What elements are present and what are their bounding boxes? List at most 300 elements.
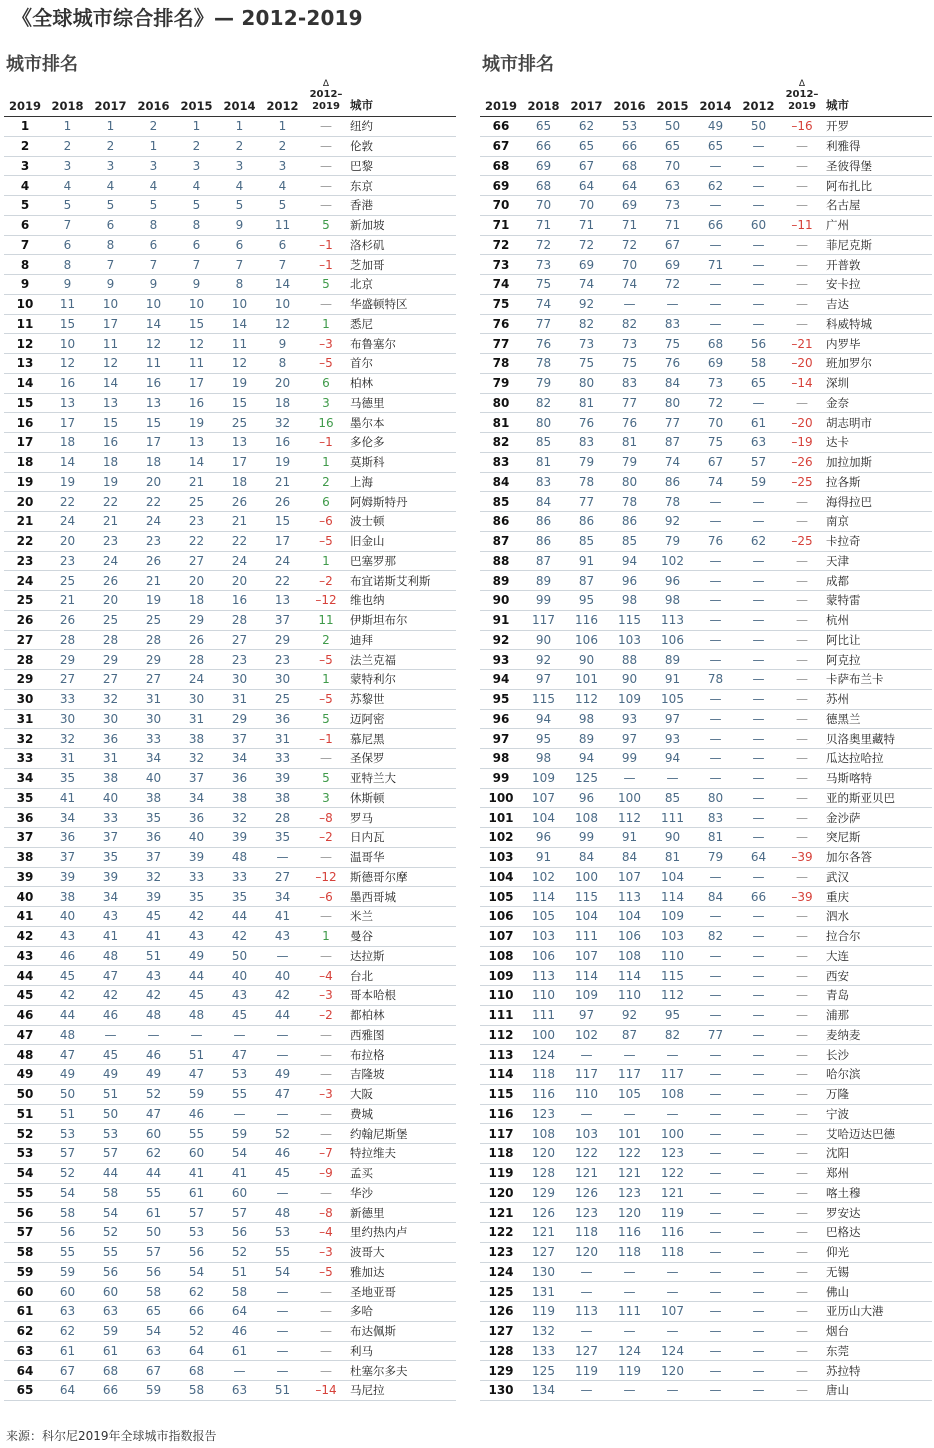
rank-2017: 3 xyxy=(89,156,132,176)
rank-2019: 64 xyxy=(4,1361,46,1381)
rank-2018: 41 xyxy=(46,788,89,808)
rank-2014: 66 xyxy=(694,215,737,235)
table-row xyxy=(4,966,456,986)
rank-change: –5 xyxy=(304,531,348,551)
rank-change: — xyxy=(780,867,824,887)
rank-2016: 4 xyxy=(132,176,175,196)
table-row xyxy=(480,215,932,235)
table-row xyxy=(4,1381,456,1401)
table-row xyxy=(480,1025,932,1045)
rank-2012: — xyxy=(737,709,780,729)
city-name: 哈尔滨 xyxy=(824,1065,932,1085)
rank-change: — xyxy=(304,117,348,137)
rank-2019: 116 xyxy=(480,1104,522,1124)
rank-2015: 28 xyxy=(175,650,218,670)
rank-2014: 55 xyxy=(218,1084,261,1104)
table-row xyxy=(480,788,932,808)
rank-2019: 126 xyxy=(480,1302,522,1322)
rank-2014: 71 xyxy=(694,255,737,275)
rank-2019: 109 xyxy=(480,966,522,986)
rank-2014: 36 xyxy=(218,768,261,788)
rank-change: — xyxy=(780,1282,824,1302)
rank-2018: 52 xyxy=(46,1163,89,1183)
rank-2016: 54 xyxy=(132,1321,175,1341)
city-name: 日内瓦 xyxy=(348,828,456,848)
rank-2019: 129 xyxy=(480,1361,522,1381)
rank-2014: — xyxy=(694,235,737,255)
rank-2017: 36 xyxy=(89,729,132,749)
rank-2014: 68 xyxy=(694,334,737,354)
rank-2014: — xyxy=(694,571,737,591)
rank-2018: 84 xyxy=(522,492,565,512)
rank-2017: 90 xyxy=(565,650,608,670)
rank-2015: — xyxy=(651,1045,694,1065)
rank-change: — xyxy=(780,650,824,670)
rank-2019: 91 xyxy=(480,610,522,630)
rank-2015: 7 xyxy=(175,255,218,275)
table-row xyxy=(480,630,932,650)
rank-2018: 87 xyxy=(522,551,565,571)
rank-2015: 14 xyxy=(175,452,218,472)
rank-2018: 50 xyxy=(46,1084,89,1104)
rank-change: –6 xyxy=(304,512,348,532)
rank-2019: 59 xyxy=(4,1262,46,1282)
rank-2018: 30 xyxy=(46,709,89,729)
table-row xyxy=(480,492,932,512)
rank-2019: 80 xyxy=(480,393,522,413)
rank-2012: 33 xyxy=(261,749,304,769)
rank-2015: 35 xyxy=(175,887,218,907)
rank-2018: 89 xyxy=(522,571,565,591)
rank-2014: 57 xyxy=(218,1203,261,1223)
city-name: 柏林 xyxy=(348,373,456,393)
rank-2018: 51 xyxy=(46,1104,89,1124)
rank-2019: 15 xyxy=(4,393,46,413)
rank-2014: — xyxy=(694,1183,737,1203)
table-row xyxy=(480,670,932,690)
rank-2012: — xyxy=(737,393,780,413)
rank-2015: 34 xyxy=(175,788,218,808)
rank-2017: 35 xyxy=(89,847,132,867)
city-name: 苏州 xyxy=(824,689,932,709)
rank-2012: — xyxy=(737,1065,780,1085)
table-row xyxy=(4,1183,456,1203)
rank-2012: — xyxy=(737,275,780,295)
city-name: 麦纳麦 xyxy=(824,1025,932,1045)
rank-2019: 21 xyxy=(4,512,46,532)
rank-change: –4 xyxy=(304,966,348,986)
rank-2018: 79 xyxy=(522,373,565,393)
rank-2019: 16 xyxy=(4,413,46,433)
rank-2018: 17 xyxy=(46,413,89,433)
rank-2019: 100 xyxy=(480,788,522,808)
rank-2012: 9 xyxy=(261,334,304,354)
col-header-2019: 2019 xyxy=(480,80,522,117)
rank-2016: 51 xyxy=(132,946,175,966)
rank-change: 1 xyxy=(304,314,348,334)
col-header-2017: 2017 xyxy=(565,80,608,117)
rank-2017: 26 xyxy=(89,571,132,591)
rank-2015: 64 xyxy=(175,1341,218,1361)
table-row xyxy=(4,235,456,255)
rank-2019: 13 xyxy=(4,354,46,374)
city-name: 巴格达 xyxy=(824,1223,932,1243)
rank-2018: 94 xyxy=(522,709,565,729)
rank-2019: 58 xyxy=(4,1242,46,1262)
rank-change: — xyxy=(780,1045,824,1065)
rank-2018: 66 xyxy=(522,136,565,156)
rank-2018: 10 xyxy=(46,334,89,354)
table-row xyxy=(4,472,456,492)
rank-2014: — xyxy=(694,1084,737,1104)
rank-change: — xyxy=(304,1361,348,1381)
rank-2019: 68 xyxy=(480,156,522,176)
rank-2016: 28 xyxy=(132,630,175,650)
rank-2012: — xyxy=(261,1025,304,1045)
rank-2018: 115 xyxy=(522,689,565,709)
rank-change: –20 xyxy=(780,354,824,374)
rank-2014: 79 xyxy=(694,847,737,867)
rank-2019: 84 xyxy=(480,472,522,492)
city-name: 伦敦 xyxy=(348,136,456,156)
rank-2014: — xyxy=(694,1242,737,1262)
rank-2019: 56 xyxy=(4,1203,46,1223)
rank-change: — xyxy=(780,1321,824,1341)
rank-2012: 44 xyxy=(261,1005,304,1025)
ranking-table-body xyxy=(480,117,932,1401)
rank-2018: 26 xyxy=(46,610,89,630)
rank-change: –19 xyxy=(780,433,824,453)
table-row xyxy=(480,551,932,571)
rank-2018: 119 xyxy=(522,1302,565,1322)
rank-2018: 32 xyxy=(46,729,89,749)
rank-2019: 7 xyxy=(4,235,46,255)
city-name: 维也纳 xyxy=(348,591,456,611)
rank-2014: — xyxy=(694,1005,737,1025)
rank-2017: 117 xyxy=(565,1065,608,1085)
rank-2012: — xyxy=(737,966,780,986)
table-row xyxy=(480,1262,932,1282)
rank-2017: 31 xyxy=(89,749,132,769)
rank-2015: 18 xyxy=(175,591,218,611)
rank-2016: 21 xyxy=(132,571,175,591)
table-row xyxy=(4,788,456,808)
rank-change: — xyxy=(780,788,824,808)
rank-change: — xyxy=(304,1302,348,1322)
rank-change: 5 xyxy=(304,768,348,788)
rank-2015: 5 xyxy=(175,196,218,216)
table-row xyxy=(4,926,456,946)
rank-2018: 134 xyxy=(522,1381,565,1401)
rank-2015: 6 xyxy=(175,235,218,255)
rank-2015: 98 xyxy=(651,591,694,611)
rank-2012: — xyxy=(737,1163,780,1183)
table-row xyxy=(4,1163,456,1183)
rank-2019: 67 xyxy=(480,136,522,156)
rank-2014: 30 xyxy=(218,670,261,690)
rank-2016: 98 xyxy=(608,591,651,611)
rank-2012: 55 xyxy=(261,1242,304,1262)
rank-2019: 87 xyxy=(480,531,522,551)
rank-2016: 88 xyxy=(608,650,651,670)
rank-change: –14 xyxy=(780,373,824,393)
rank-change: — xyxy=(304,1065,348,1085)
rank-2018: 78 xyxy=(522,354,565,374)
rank-2015: 103 xyxy=(651,926,694,946)
city-name: 苏黎世 xyxy=(348,689,456,709)
rank-2014: 45 xyxy=(218,1005,261,1025)
rank-2018: 20 xyxy=(46,531,89,551)
rank-2016: 71 xyxy=(608,215,651,235)
rank-2015: 36 xyxy=(175,808,218,828)
table-row xyxy=(4,334,456,354)
rank-2017: — xyxy=(565,1381,608,1401)
rank-2018: 27 xyxy=(46,670,89,690)
rank-2019: 14 xyxy=(4,373,46,393)
rank-2014: 3 xyxy=(218,156,261,176)
rank-2014: 8 xyxy=(218,275,261,295)
rank-2015: 71 xyxy=(651,215,694,235)
city-name: 莫斯科 xyxy=(348,452,456,472)
rank-change: –6 xyxy=(304,887,348,907)
rank-2016: 20 xyxy=(132,472,175,492)
rank-2014: — xyxy=(694,650,737,670)
rank-2017: 50 xyxy=(89,1104,132,1124)
table-row xyxy=(480,1361,932,1381)
table-row xyxy=(4,1361,456,1381)
rank-2015: 48 xyxy=(175,1005,218,1025)
rank-2017: 49 xyxy=(89,1065,132,1085)
city-name: 马尼拉 xyxy=(348,1381,456,1401)
rank-2018: 114 xyxy=(522,887,565,907)
city-name: 杜塞尔多夫 xyxy=(348,1361,456,1381)
rank-change: –21 xyxy=(780,334,824,354)
rank-2014: — xyxy=(694,591,737,611)
rank-2016: 65 xyxy=(132,1302,175,1322)
rank-2017: 99 xyxy=(565,828,608,848)
rank-2017: 9 xyxy=(89,275,132,295)
rank-2017: 63 xyxy=(89,1302,132,1322)
table-row xyxy=(4,1203,456,1223)
rank-2018: 4 xyxy=(46,176,89,196)
rank-2016: 66 xyxy=(608,136,651,156)
rank-2019: 74 xyxy=(480,275,522,295)
rank-2019: 53 xyxy=(4,1144,46,1164)
rank-2017: 122 xyxy=(565,1144,608,1164)
rank-2017: 52 xyxy=(89,1223,132,1243)
rank-change: –3 xyxy=(304,986,348,1006)
rank-2014: 13 xyxy=(218,433,261,453)
rank-2018: 118 xyxy=(522,1065,565,1085)
rank-2018: 103 xyxy=(522,926,565,946)
rank-2017: 40 xyxy=(89,788,132,808)
rank-2016: 63 xyxy=(132,1341,175,1361)
rank-2017: 74 xyxy=(565,275,608,295)
rank-2014: 19 xyxy=(218,373,261,393)
city-name: 马斯喀特 xyxy=(824,768,932,788)
rank-2018: 68 xyxy=(522,176,565,196)
rank-2015: 113 xyxy=(651,610,694,630)
rank-change: — xyxy=(780,1144,824,1164)
rank-2018: 120 xyxy=(522,1144,565,1164)
rank-2012: — xyxy=(737,808,780,828)
city-name: 曼谷 xyxy=(348,926,456,946)
rank-2017: 70 xyxy=(565,196,608,216)
rank-2018: 102 xyxy=(522,867,565,887)
rank-2014: — xyxy=(694,512,737,532)
table-row xyxy=(480,433,932,453)
rank-2019: 49 xyxy=(4,1065,46,1085)
rank-2012: 53 xyxy=(261,1223,304,1243)
rank-2015: 105 xyxy=(651,689,694,709)
rank-2018: 130 xyxy=(522,1262,565,1282)
table-row xyxy=(4,215,456,235)
rank-2019: 93 xyxy=(480,650,522,670)
rank-change: — xyxy=(780,1302,824,1322)
rank-change: 2 xyxy=(304,472,348,492)
rank-2012: 62 xyxy=(737,531,780,551)
rank-2012: 36 xyxy=(261,709,304,729)
rank-2017: 81 xyxy=(565,393,608,413)
rank-change: –25 xyxy=(780,472,824,492)
rank-change: — xyxy=(304,1045,348,1065)
rank-2017: 4 xyxy=(89,176,132,196)
rank-2016: 10 xyxy=(132,294,175,314)
rank-2019: 127 xyxy=(480,1321,522,1341)
rank-2012: — xyxy=(737,235,780,255)
rank-change: 5 xyxy=(304,709,348,729)
rank-2016: 33 xyxy=(132,729,175,749)
rank-2018: 62 xyxy=(46,1321,89,1341)
rank-2016: 26 xyxy=(132,551,175,571)
rank-2018: 60 xyxy=(46,1282,89,1302)
rank-2018: 99 xyxy=(522,591,565,611)
rank-change: –3 xyxy=(304,1084,348,1104)
rank-2017: 67 xyxy=(565,156,608,176)
rank-2017: 112 xyxy=(565,689,608,709)
rank-2019: 42 xyxy=(4,926,46,946)
rank-change: — xyxy=(780,176,824,196)
rank-2017: 82 xyxy=(565,314,608,334)
col-header-city: 城市 xyxy=(824,80,932,117)
rank-2018: 44 xyxy=(46,1005,89,1025)
rank-2015: 73 xyxy=(651,196,694,216)
rank-2015: 46 xyxy=(175,1104,218,1124)
rank-2014: 47 xyxy=(218,1045,261,1065)
rank-2018: 21 xyxy=(46,591,89,611)
table-row xyxy=(480,986,932,1006)
rank-2012: 31 xyxy=(261,729,304,749)
rank-2014: 48 xyxy=(218,847,261,867)
rank-2014: 82 xyxy=(694,926,737,946)
rank-2017: 96 xyxy=(565,788,608,808)
rank-2015: 69 xyxy=(651,255,694,275)
rank-2017: 108 xyxy=(565,808,608,828)
rank-2012: — xyxy=(737,946,780,966)
rank-2016: — xyxy=(608,1262,651,1282)
rank-2018: 92 xyxy=(522,650,565,670)
rank-2019: 66 xyxy=(480,117,522,137)
rank-2016: 40 xyxy=(132,768,175,788)
rank-2012: — xyxy=(737,610,780,630)
rank-2016: 9 xyxy=(132,275,175,295)
rank-2019: 70 xyxy=(480,196,522,216)
rank-2016: 11 xyxy=(132,354,175,374)
city-name: 海得拉巴 xyxy=(824,492,932,512)
table-row xyxy=(4,591,456,611)
rank-2016: 74 xyxy=(608,275,651,295)
table-row xyxy=(480,1005,932,1025)
table-row xyxy=(4,176,456,196)
table-row xyxy=(480,275,932,295)
city-name: 突尼斯 xyxy=(824,828,932,848)
rank-2018: 91 xyxy=(522,847,565,867)
rank-change: — xyxy=(304,1282,348,1302)
rank-2016: 32 xyxy=(132,867,175,887)
table-row xyxy=(480,1203,932,1223)
city-name: 布宜诺斯艾利斯 xyxy=(348,571,456,591)
ranking-panel-left xyxy=(4,50,456,1401)
rank-2012: 27 xyxy=(261,867,304,887)
rank-2018: 129 xyxy=(522,1183,565,1203)
rank-2016: 27 xyxy=(132,670,175,690)
rank-2018: 90 xyxy=(522,630,565,650)
rank-2018: 19 xyxy=(46,472,89,492)
table-row xyxy=(4,117,456,137)
rank-2019: 98 xyxy=(480,749,522,769)
rank-2014: — xyxy=(218,1361,261,1381)
rank-change: — xyxy=(780,610,824,630)
rank-2012: — xyxy=(737,670,780,690)
rank-2016: 47 xyxy=(132,1104,175,1124)
rank-2019: 76 xyxy=(480,314,522,334)
rank-change: 5 xyxy=(304,215,348,235)
rank-2019: 4 xyxy=(4,176,46,196)
rank-2018: 8 xyxy=(46,255,89,275)
rank-2017: 58 xyxy=(89,1183,132,1203)
delta-header-line2: 2019 xyxy=(312,101,340,112)
rank-2016: 3 xyxy=(132,156,175,176)
rank-2015: 70 xyxy=(651,156,694,176)
rank-change: — xyxy=(304,907,348,927)
rank-2019: 27 xyxy=(4,630,46,650)
rank-2015: 107 xyxy=(651,1302,694,1322)
rank-2012: — xyxy=(737,1282,780,1302)
rank-2014: 51 xyxy=(218,1262,261,1282)
rank-2018: 86 xyxy=(522,512,565,532)
rank-2017: 104 xyxy=(565,907,608,927)
rank-2014: 67 xyxy=(694,452,737,472)
rank-2016: 44 xyxy=(132,1163,175,1183)
rank-2015: 55 xyxy=(175,1124,218,1144)
rank-2015: 53 xyxy=(175,1223,218,1243)
rank-2012: 60 xyxy=(737,215,780,235)
city-name: 重庆 xyxy=(824,887,932,907)
rank-2017: 28 xyxy=(89,630,132,650)
city-name: 华沙 xyxy=(348,1183,456,1203)
rank-2018: 28 xyxy=(46,630,89,650)
rank-2019: 62 xyxy=(4,1321,46,1341)
city-name: 拉各斯 xyxy=(824,472,932,492)
rank-2014: — xyxy=(694,1065,737,1085)
city-name: 南京 xyxy=(824,512,932,532)
rank-2015: 100 xyxy=(651,1124,694,1144)
rank-change: –16 xyxy=(780,117,824,137)
city-name: 吉隆坡 xyxy=(348,1065,456,1085)
table-row xyxy=(4,847,456,867)
table-row xyxy=(4,255,456,275)
rank-2015: 84 xyxy=(651,373,694,393)
